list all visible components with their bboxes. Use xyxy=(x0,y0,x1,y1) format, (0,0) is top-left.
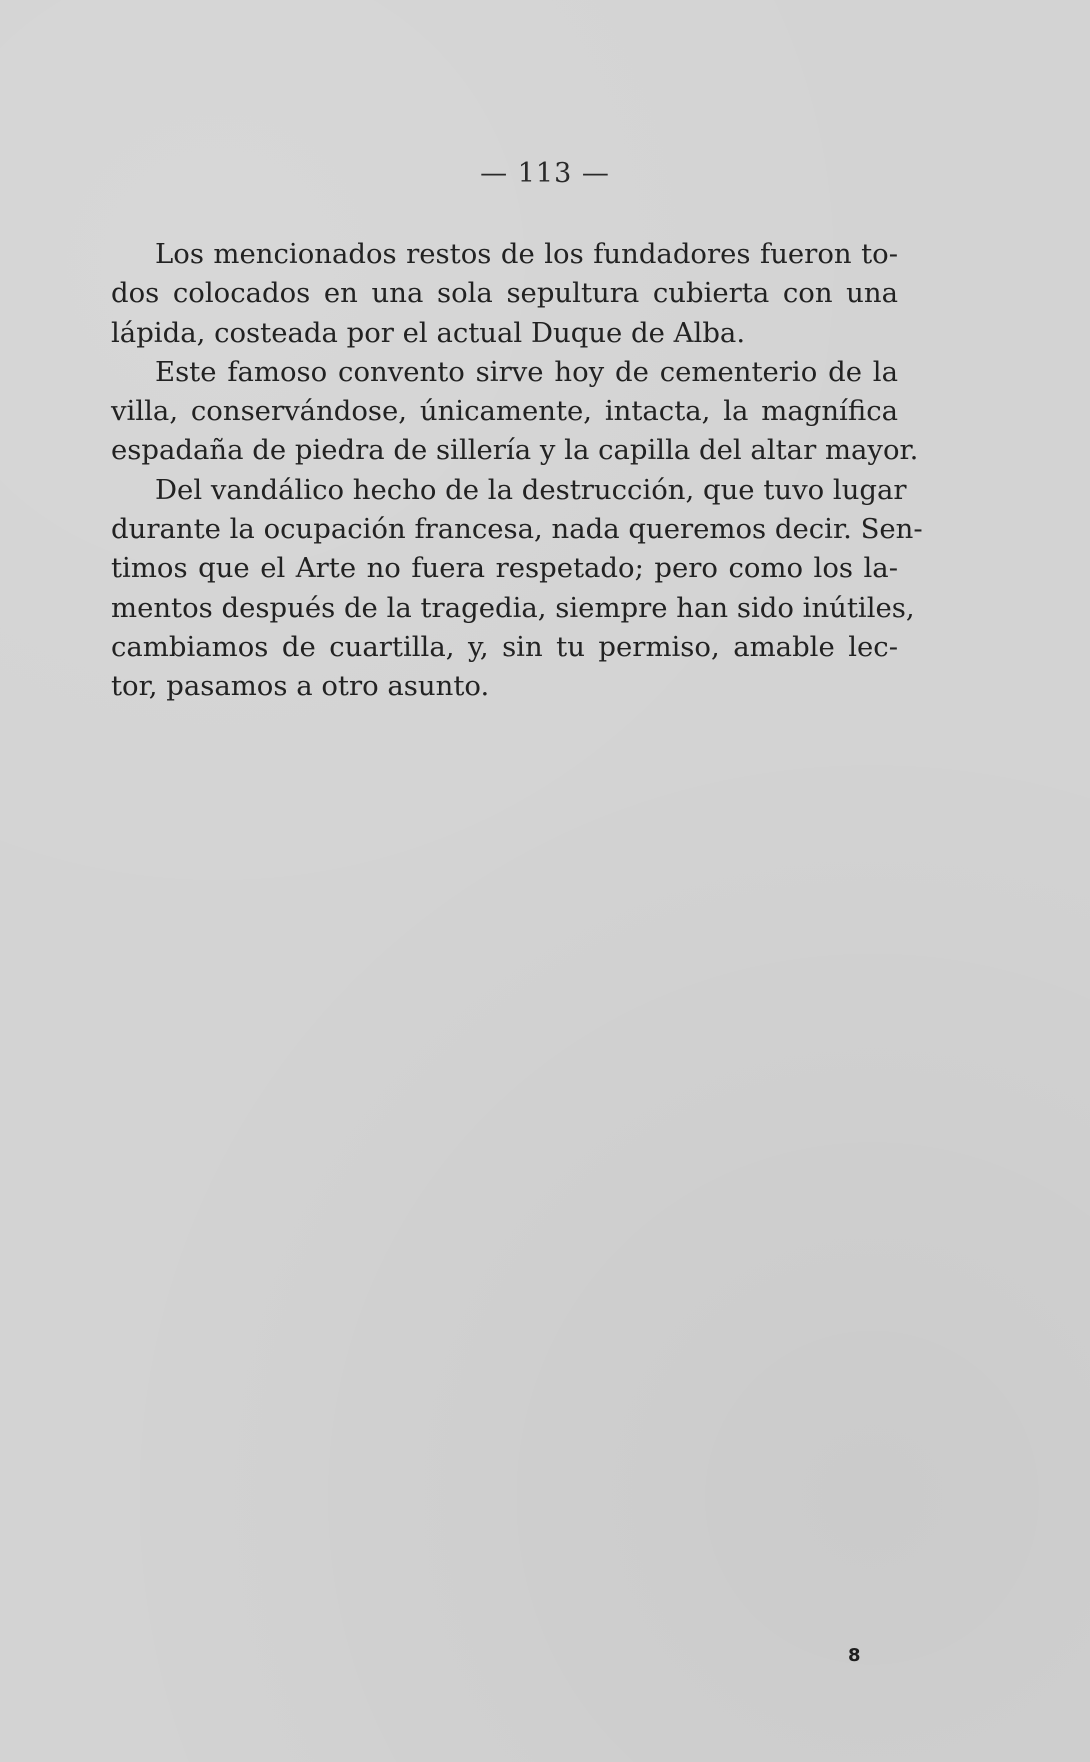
text-line: mentos después de la tragedia, siempre han sido inútiles, xyxy=(111,591,915,624)
text-line: tor, pasamos a otro asunto. xyxy=(111,670,490,703)
text-line: durante la ocupación francesa, nada queremos decir. Sen- xyxy=(111,513,923,546)
text-line: espadaña de piedra de sillería y la capilla del altar mayor. xyxy=(111,434,919,467)
signature-mark: 8 xyxy=(848,1645,861,1666)
text-line: lápida, costeada por el actual Duque de Alba. xyxy=(111,316,746,349)
text-line: timos que el Arte no fuera respetado; pero como los la- xyxy=(111,552,898,585)
text-line: Del vandálico hecho de la destrucción, que tuvo lugar xyxy=(155,473,907,506)
text-line: Los mencionados restos de los fundadores fueron to- xyxy=(155,238,898,270)
text-line: dos colocados en una sola sepultura cubierta con una xyxy=(111,277,898,310)
text-line: villa, conservándose, únicamente, intacta, la magnífica xyxy=(111,395,898,428)
page-number: — 113 — xyxy=(480,158,610,189)
text-line: Este famoso convento sirve hoy de cementerio de la xyxy=(155,355,898,388)
body-text xyxy=(111,235,923,707)
text-line: cambiamos de cuartilla, y, sin tu permiso, amable lec- xyxy=(111,630,898,663)
